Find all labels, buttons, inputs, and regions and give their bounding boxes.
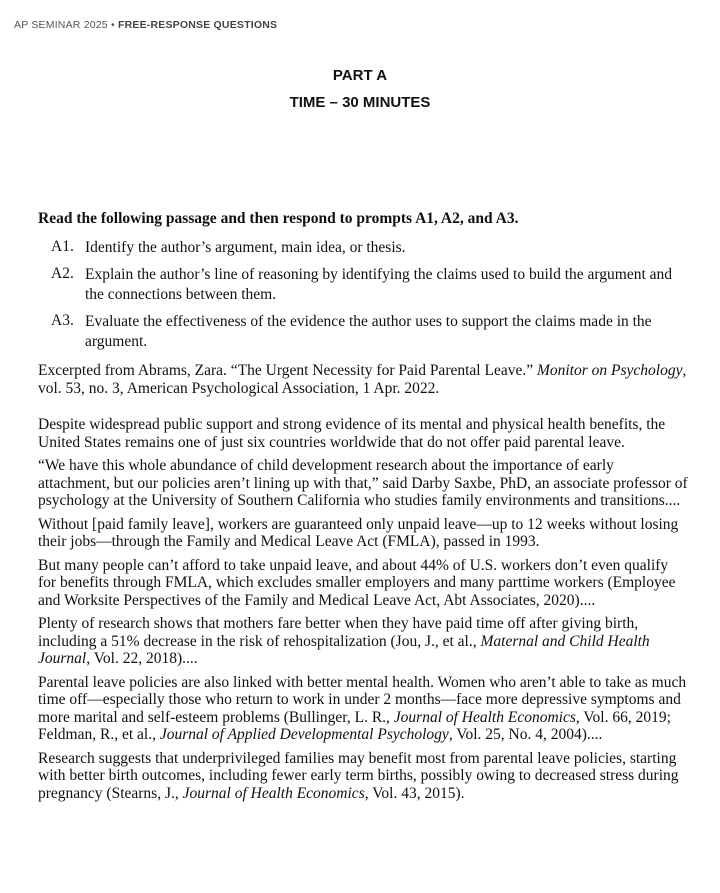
prompt-item	[38, 238, 688, 258]
header-separator: •	[107, 19, 118, 31]
journal-title: Journal of Health Economics	[182, 784, 365, 802]
passage	[38, 416, 688, 808]
paragraph-text: Parental leave policies are also linked with better mental health. Women who aren’t able to take as much time off—especially those who return to work in under 2 months—face more depressive symptoms and more marital and self-esteem problems (Bullinger, L. R.,	[38, 673, 687, 726]
section-name: FREE-RESPONSE QUESTIONS	[117, 19, 278, 31]
page-header	[14, 19, 277, 31]
passage-paragraph	[38, 750, 688, 803]
prompt-number: A3.	[51, 312, 74, 329]
prompt-item	[38, 265, 688, 305]
exam-name: AP SEMINAR 2025	[14, 19, 108, 31]
instructions: Read the following passage and then respond to prompts A1, A2, and A3.	[38, 210, 519, 227]
prompt-item	[38, 312, 688, 352]
paragraph-text: , Vol. 66, 2019; Feldman, R., et al.,	[38, 708, 671, 743]
prompt-number: A1.	[51, 238, 74, 255]
passage-paragraph: But many people can’t afford to take unpaid leave, and about 44% of U.S. workers don’t even qualify for benefits through FMLA, which excludes smaller employers and many parttime workers (Employee and Worksite Perspectives of the Family and Medical Leave Act, Abt Associates, 2020)....	[38, 556, 676, 609]
journal-title: Maternal and Child Health Journal	[38, 632, 650, 667]
passage-paragraph	[38, 674, 688, 744]
prompt-text: Identify the author’s argument, main idea, or thesis.	[85, 239, 406, 256]
part-time: TIME – 30 MINUTES	[289, 94, 431, 111]
passage-paragraph: “We have this whole abundance of child development research about the importance of early attachment, but our policies aren’t lining up with that,” said Darby Saxbe, PhD, an associate professor of psychology at the University of Southern California who studies family environments and transitions....	[38, 457, 688, 509]
journal-title: Journal of Health Economics	[393, 708, 576, 726]
prompt-list	[38, 238, 688, 359]
paragraph-text: , Vol. 22, 2018)....	[86, 650, 198, 667]
prompt-number: A2.	[51, 265, 74, 282]
prompt-text: Explain the author’s line of reasoning by identifying the claims used to build the argument and the connections between them.	[85, 266, 673, 303]
paragraph-text: Plenty of research shows that mothers fare better when they have paid time off after giving birth, including a 51% decrease in the risk of rehospitalization (Jou, J., et al.,	[38, 615, 639, 650]
paragraph-text: , Vol. 43, 2015).	[364, 784, 465, 802]
passage-paragraph: Despite widespread public support and strong evidence of its mental and physical health benefits, the United States remains one of just six countries worldwide that do not offer paid parental leave.	[38, 416, 666, 451]
source-prefix: Excerpted from Abrams, Zara. “The Urgent Necessity for Paid Parental Leave.”	[38, 362, 537, 379]
paragraph-text: , Vol. 25, No. 4, 2004)....	[448, 726, 603, 743]
source-citation	[38, 362, 688, 397]
paragraph-text: Research suggests that underprivileged families may benefit most from parental leave policies, starting with better birth outcomes, including fewer early term births, possibly owing to decreased stress during pregnancy (Stearns, J.,	[38, 749, 679, 802]
prompt-text: Evaluate the effectiveness of the evidence the author uses to support the claims made in the argument.	[85, 313, 652, 350]
passage-paragraph: Without [paid family leave], workers are guaranteed only unpaid leave—up to 12 weeks without losing their jobs—through the Family and Medical Leave Act (FMLA), passed in 1993.	[38, 515, 679, 550]
source-suffix: , vol. 53, no. 3, American Psychological Association, 1 Apr. 2022.	[38, 362, 687, 397]
part-title: PART A	[332, 67, 388, 84]
journal-title: Journal of Applied Developmental Psychology	[159, 726, 449, 743]
source-journal: Monitor on Psychology	[536, 362, 683, 379]
passage-paragraph	[38, 615, 688, 668]
